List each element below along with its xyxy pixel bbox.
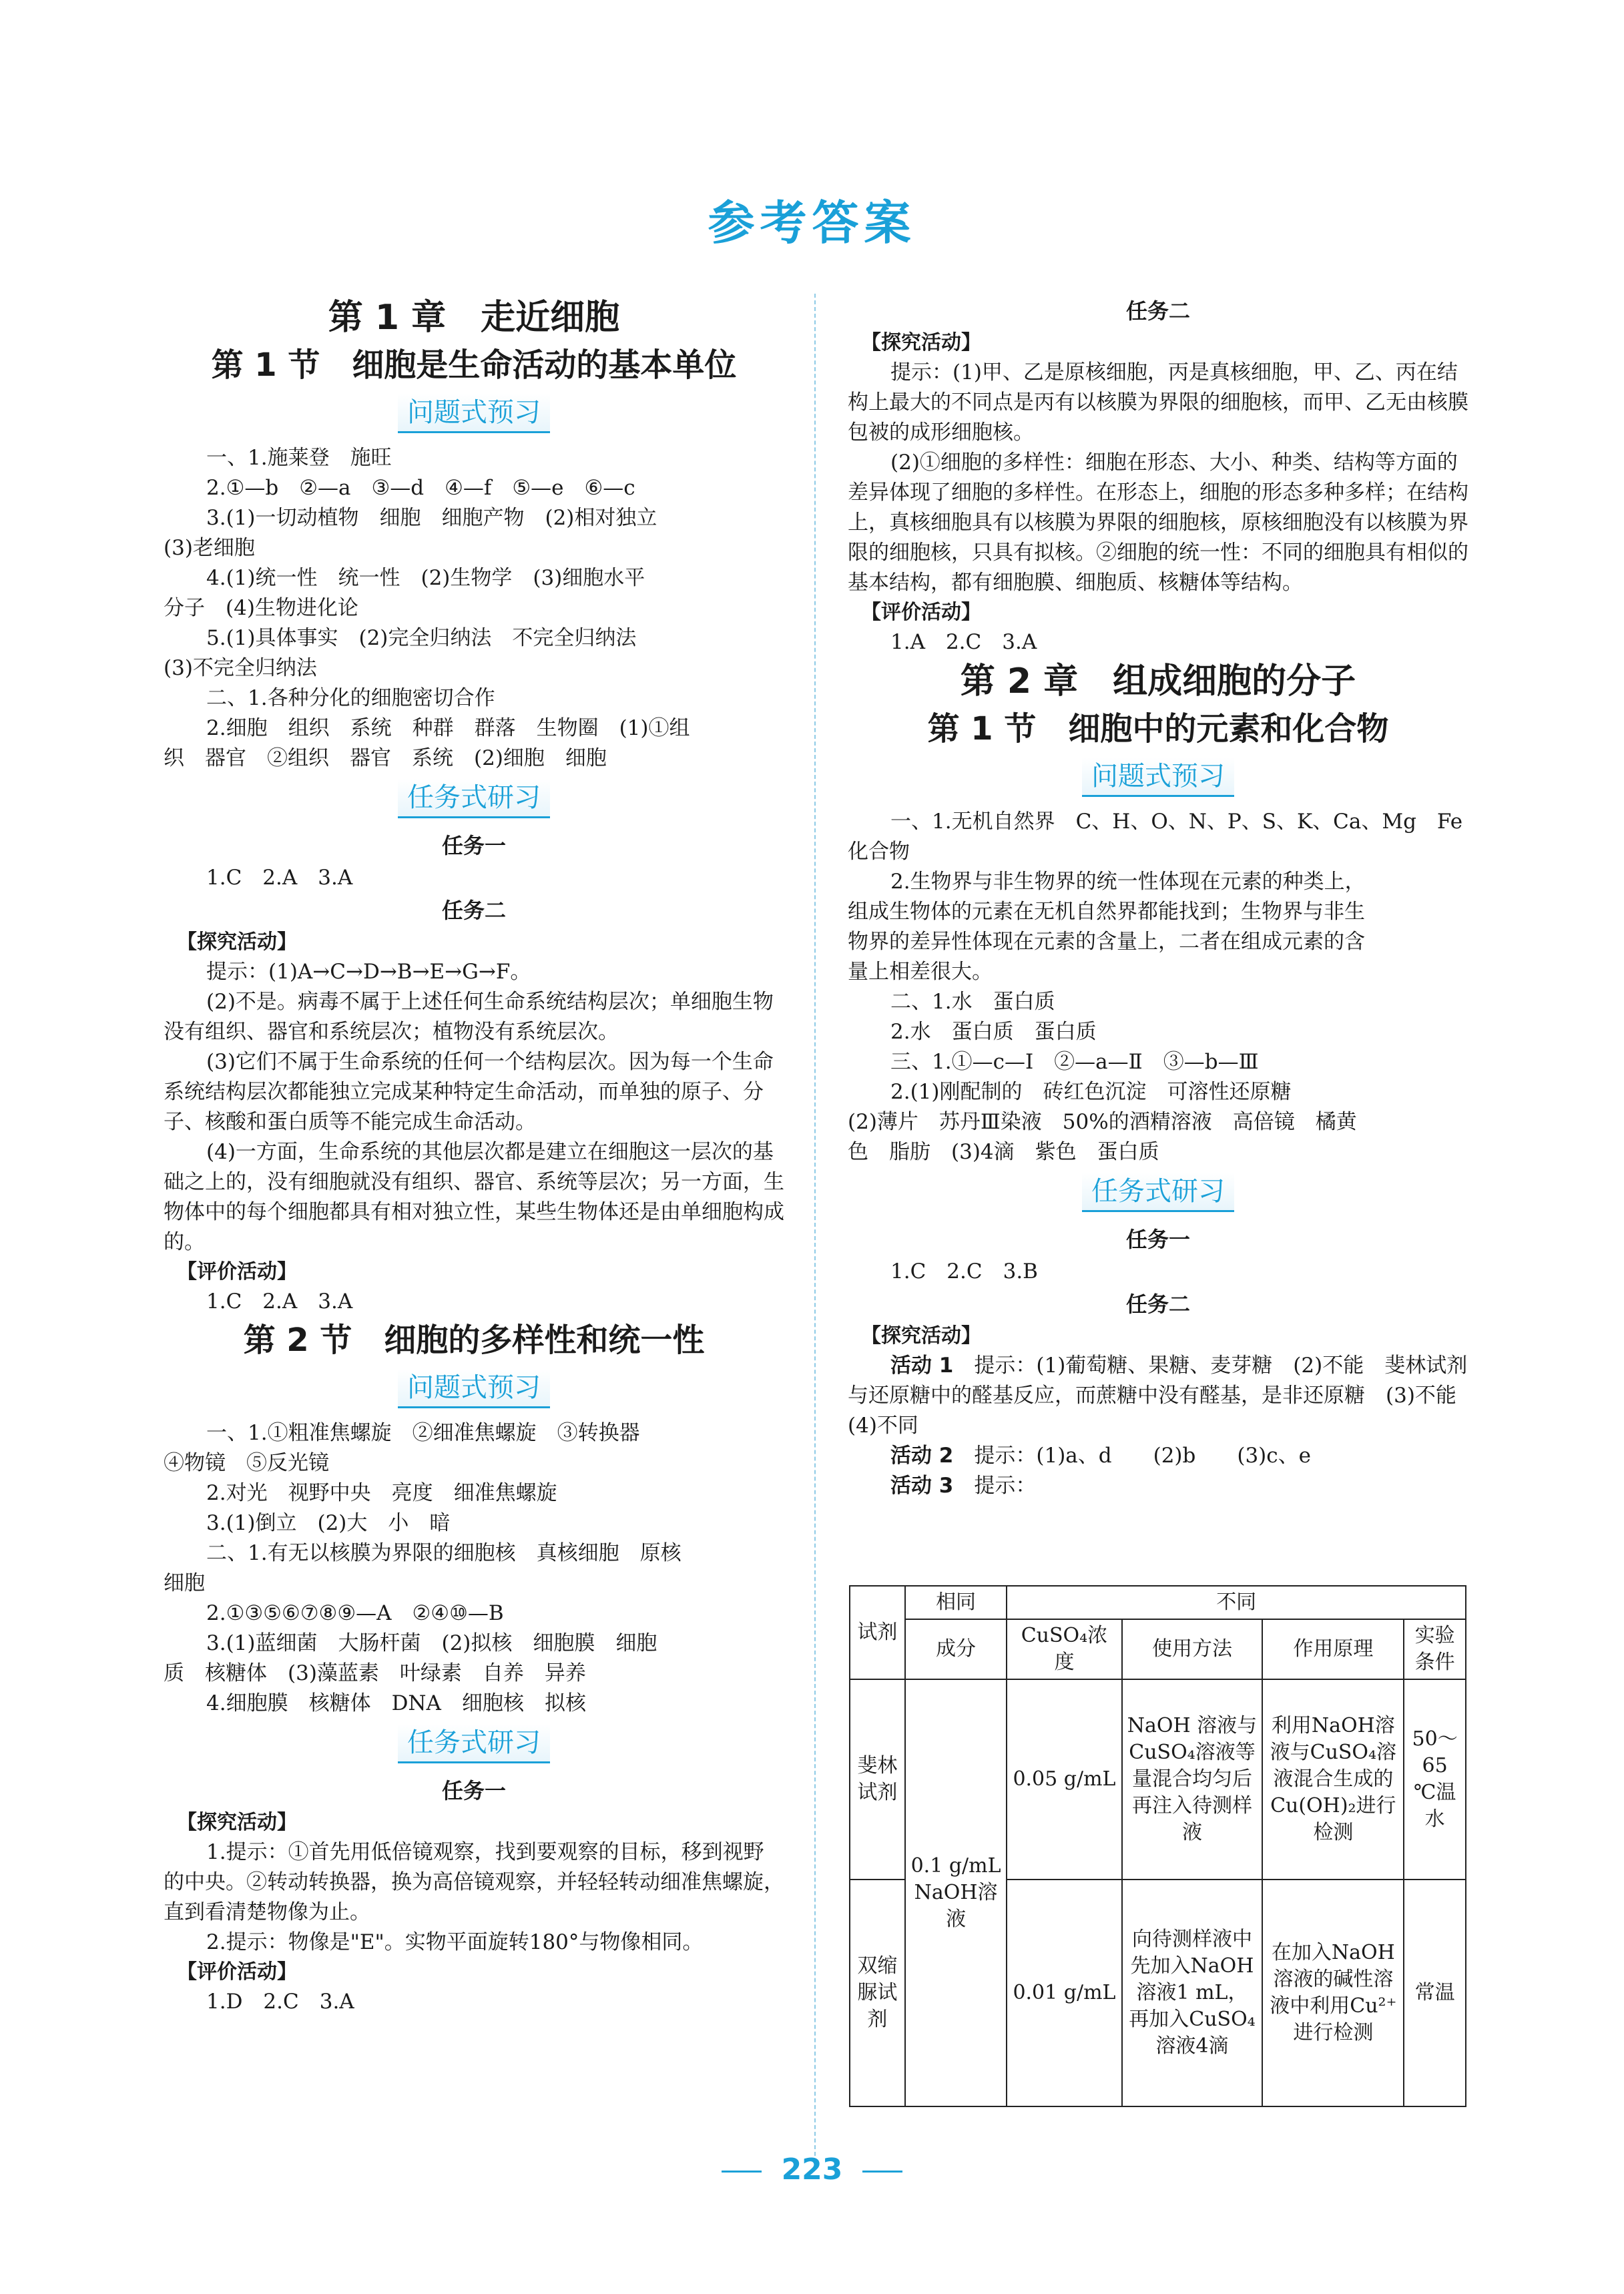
chapter-2-heading: 第 2 章 组成细胞的分子 (960, 661, 1356, 701)
explore-text: 提示：(1)甲、乙是原核细胞，丙是真核细胞，甲、乙、丙在结构上最大的不同点是丙有以核膜为界限的细胞核，而甲、乙无由核膜包被的成形细胞核。 (848, 360, 1468, 445)
section-1-heading: 第 1 节 细胞中的元素和化合物 (927, 710, 1389, 748)
answer-line: 一、1.①粗准焦螺旋 ②细准焦螺旋 ③转换器 (206, 1421, 640, 1445)
answer-line: ④物镜 ⑤反光镜 (164, 1451, 329, 1475)
answer-line: (3)老细胞 (164, 536, 255, 560)
activity-2 (848, 1441, 1468, 1471)
evaluate-label: 【评价活动】 (177, 1960, 297, 1984)
answer-line: 化合物 (848, 840, 910, 864)
badge-preview: 问题式预习 (848, 758, 1468, 798)
fehling-condition: 50～65 ℃温水 (1404, 1679, 1466, 1880)
biuret-reagent-name: 双缩脲试剂 (850, 1880, 905, 2106)
activity-3-label: 活动 3 (890, 1474, 954, 1498)
task-1-heading: 任务一 (441, 1778, 506, 1803)
answer-line: 一、1.无机自然界 C、H、O、N、P、S、K、Ca、Mg Fe (890, 810, 1463, 834)
header-diff: 不同 (1007, 1586, 1466, 1619)
explore-text: (3)它们不属于生命系统的任何一个结构层次。因为每一个生命系统结构层次都能独立完成某种特定生命活动，而单独的原子、分子、核酸和蛋白质等不能完成生命活动。 (164, 1050, 774, 1134)
answer-line: 5.(1)具体事实 (2)完全归纳法 不完全归纳法 (206, 626, 637, 650)
explore-text: (2)①细胞的多样性：细胞在形态、大小、种类、结构等方面的差异体现了细胞的多样性。在形态上，细胞的形态多种多样；在结构上，真核细胞具有以核膜为界限的细胞核，原核细胞没有以核膜为界限的细胞核，只具有拟核。②细胞的统一性：不同的细胞具有相似的基本结构，都有细胞膜、细胞质、核糖体等结构。 (848, 451, 1468, 595)
answer-line: (3)不完全归纳法 (164, 656, 317, 680)
answer-line: 量上相差很大。 (848, 960, 993, 984)
answer-line: 2.①③⑤⑥⑦⑧⑨—A ②④⑩—B (206, 1601, 504, 1625)
answer-line: 2.生物界与非生物界的统一性体现在元素的种类上， (890, 870, 1366, 894)
explore-text: (2)不是。病毒不属于上述任何生命系统结构层次；单细胞生物没有组织、器官和系统层次；植物没有系统层次。 (164, 990, 774, 1044)
evaluate-label: 【评价活动】 (177, 1260, 297, 1283)
header-method: 使用方法 (1122, 1619, 1263, 1679)
task-2-heading: 任务二 (441, 898, 506, 923)
answer-line: 1.A 2.C 3.A (890, 630, 1037, 654)
fehling-method: NaOH 溶液与CuSO₄溶液等量混合均匀后再注入待测样液 (1122, 1679, 1263, 1880)
badge-task: 任务式研习 (164, 1724, 784, 1764)
activity-3 (848, 1471, 1468, 1501)
header-reagent: 试剂 (850, 1586, 905, 1679)
reagent-comparison-table (849, 1585, 1466, 2107)
answer-line: 三、1.①—c—Ⅰ ②—a—Ⅱ ③—b—Ⅲ (890, 1050, 1259, 1074)
header-concentration: CuSO₄浓度 (1007, 1619, 1121, 1679)
activity-2-label: 活动 2 (890, 1444, 954, 1468)
footer-dash-right (862, 2171, 902, 2173)
shared-component: 0.1 g/mL NaOH溶液 (905, 1679, 1007, 2106)
answer-line: 组成生物体的元素在无机自然界都能找到；生物界与非生 (848, 900, 1365, 924)
answer-line: 1.C 2.A 3.A (206, 1289, 353, 1314)
badge-preview: 问题式预习 (164, 394, 784, 434)
explore-text: (4)一方面，生命系统的其他层次都是建立在细胞这一层次的基础之上的，没有细胞就没有组织、器官、系统等层次；另一方面，生物体中的每个细胞都具有相对独立性，某些生物体还是由单细胞构成的。 (164, 1140, 784, 1254)
explore-label: 【探究活动】 (177, 930, 297, 954)
answer-line: 1.C 2.A 3.A (206, 866, 353, 890)
activity-1-label: 活动 1 (890, 1354, 954, 1378)
answer-line: 分子 (4)生物进化论 (164, 596, 358, 620)
answer-line: (2)薄片 苏丹Ⅲ染液 50%的酒精溶液 高倍镜 橘黄 (848, 1110, 1357, 1134)
biuret-condition: 常温 (1404, 1880, 1466, 2106)
biuret-concentration: 0.01 g/mL (1007, 1880, 1121, 2106)
explore-text: 提示：(1)A→C→D→B→E→G→F。 (206, 960, 531, 984)
section-1-heading: 第 1 节 细胞是生命活动的基本单位 (211, 346, 737, 384)
task-2-heading: 任务二 (1125, 298, 1190, 324)
task-1-heading: 任务一 (1125, 1227, 1190, 1252)
answer-line: 3.(1)蓝细菌 大肠杆菌 (2)拟核 细胞膜 细胞 (206, 1631, 657, 1655)
answer-line: 色 脂肪 (3)4滴 紫色 蛋白质 (848, 1140, 1159, 1164)
header-condition: 实验条件 (1404, 1619, 1466, 1679)
explore-label: 【探究活动】 (861, 331, 981, 354)
answer-line: 物界的差异性体现在元素的含量上，二者在组成元素的含 (848, 930, 1365, 954)
fehling-reagent-name: 斐林试剂 (850, 1679, 905, 1880)
answer-line: 2.(1)刚配制的 砖红色沉淀 可溶性还原糖 (890, 1080, 1292, 1104)
footer-dash-left (722, 2171, 762, 2173)
task-1-heading: 任务一 (441, 833, 506, 858)
answer-line: 织 器官 ②组织 器官 系统 (2)细胞 细胞 (164, 746, 607, 770)
answer-line: 1.D 2.C 3.A (206, 1990, 354, 2014)
header-same: 相同 (905, 1586, 1007, 1619)
answer-line: 质 核糖体 (3)藻蓝素 叶绿素 自养 异养 (164, 1661, 586, 1685)
biuret-principle: 在加入NaOH溶液的碱性溶液中利用Cu²⁺进行检测 (1262, 1880, 1404, 2106)
badge-preview: 问题式预习 (164, 1369, 784, 1409)
answer-line: 1.C 2.C 3.B (890, 1259, 1038, 1283)
answer-line: 2.细胞 组织 系统 种群 群落 生物圈 (1)①组 (206, 716, 690, 740)
section-2-heading: 第 2 节 细胞的多样性和统一性 (243, 1322, 705, 1359)
task-2-heading: 任务二 (1125, 1292, 1190, 1317)
left-column (164, 294, 784, 2017)
activity-1-text: 提示：(1)葡萄糖、果糖、麦芽糖 (2)不能 斐林试剂与还原糖中的醛基反应，而蔗糖中没有醛基，是非还原糖 (3)不能 (4)不同 (848, 1354, 1477, 1438)
answer-line: 4.(1)统一性 统一性 (2)生物学 (3)细胞水平 (206, 566, 645, 590)
answer-line: 二、1.各种分化的细胞密切合作 (206, 686, 495, 710)
fehling-principle: 利用NaOH溶液与CuSO₄溶液混合生成的Cu(OH)₂进行检测 (1262, 1679, 1404, 1880)
answer-line: 3.(1)倒立 (2)大 小 暗 (206, 1511, 451, 1535)
activity-1 (848, 1351, 1477, 1441)
answer-line: 4.细胞膜 核糖体 DNA 细胞核 拟核 (206, 1691, 586, 1715)
badge-task: 任务式研习 (848, 1173, 1468, 1213)
right-column (848, 294, 1477, 1501)
header-principle: 作用原理 (1262, 1619, 1404, 1679)
header-component: 成分 (905, 1619, 1007, 1679)
chapter-1-heading: 第 1 章 走近细胞 (328, 298, 620, 338)
answer-line: 二、1.有无以核膜为界限的细胞核 真核细胞 原核 (206, 1541, 682, 1565)
page-footer (0, 2153, 1624, 2187)
explore-text: 1.提示：①首先用低倍镜观察，找到要观察的目标，移到视野的中央。②转动转换器，换为高倍镜观察，并轻轻转动细准焦螺旋，直到看清楚物像为止。 (164, 1840, 784, 1924)
answer-line: 2.水 蛋白质 蛋白质 (890, 1020, 1097, 1044)
page-title: 参考答案 (708, 196, 916, 250)
answer-line: 二、1.水 蛋白质 (890, 990, 1055, 1014)
activity-3-text: 提示： (974, 1474, 1037, 1498)
fehling-concentration: 0.05 g/mL (1007, 1679, 1121, 1880)
answer-line: 一、1.施莱登 施旺 (206, 446, 392, 470)
badge-task: 任务式研习 (164, 779, 784, 819)
answer-line: 3.(1)一切动植物 细胞 细胞产物 (2)相对独立 (206, 506, 657, 530)
explore-label: 【探究活动】 (861, 1324, 981, 1348)
column-divider (814, 294, 816, 2163)
biuret-method: 向待测样液中先加入NaOH溶液1 mL，再加入CuSO₄溶液4滴 (1122, 1880, 1263, 2106)
answer-line: 细胞 (164, 1571, 205, 1595)
evaluate-label: 【评价活动】 (861, 601, 981, 624)
answer-line: 2.对光 视野中央 亮度 细准焦螺旋 (206, 1481, 557, 1505)
page-number: 223 (781, 2153, 843, 2187)
explore-label: 【探究活动】 (177, 1811, 297, 1834)
activity-2-text: 提示：(1)a、d (2)b (3)c、e (974, 1444, 1311, 1468)
answer-line: 2.①—b ②—a ③—d ④—f ⑤—e ⑥—c (206, 476, 635, 500)
explore-text: 2.提示：物像是"E"。实物平面旋转180°与物像相同。 (206, 1930, 704, 1954)
